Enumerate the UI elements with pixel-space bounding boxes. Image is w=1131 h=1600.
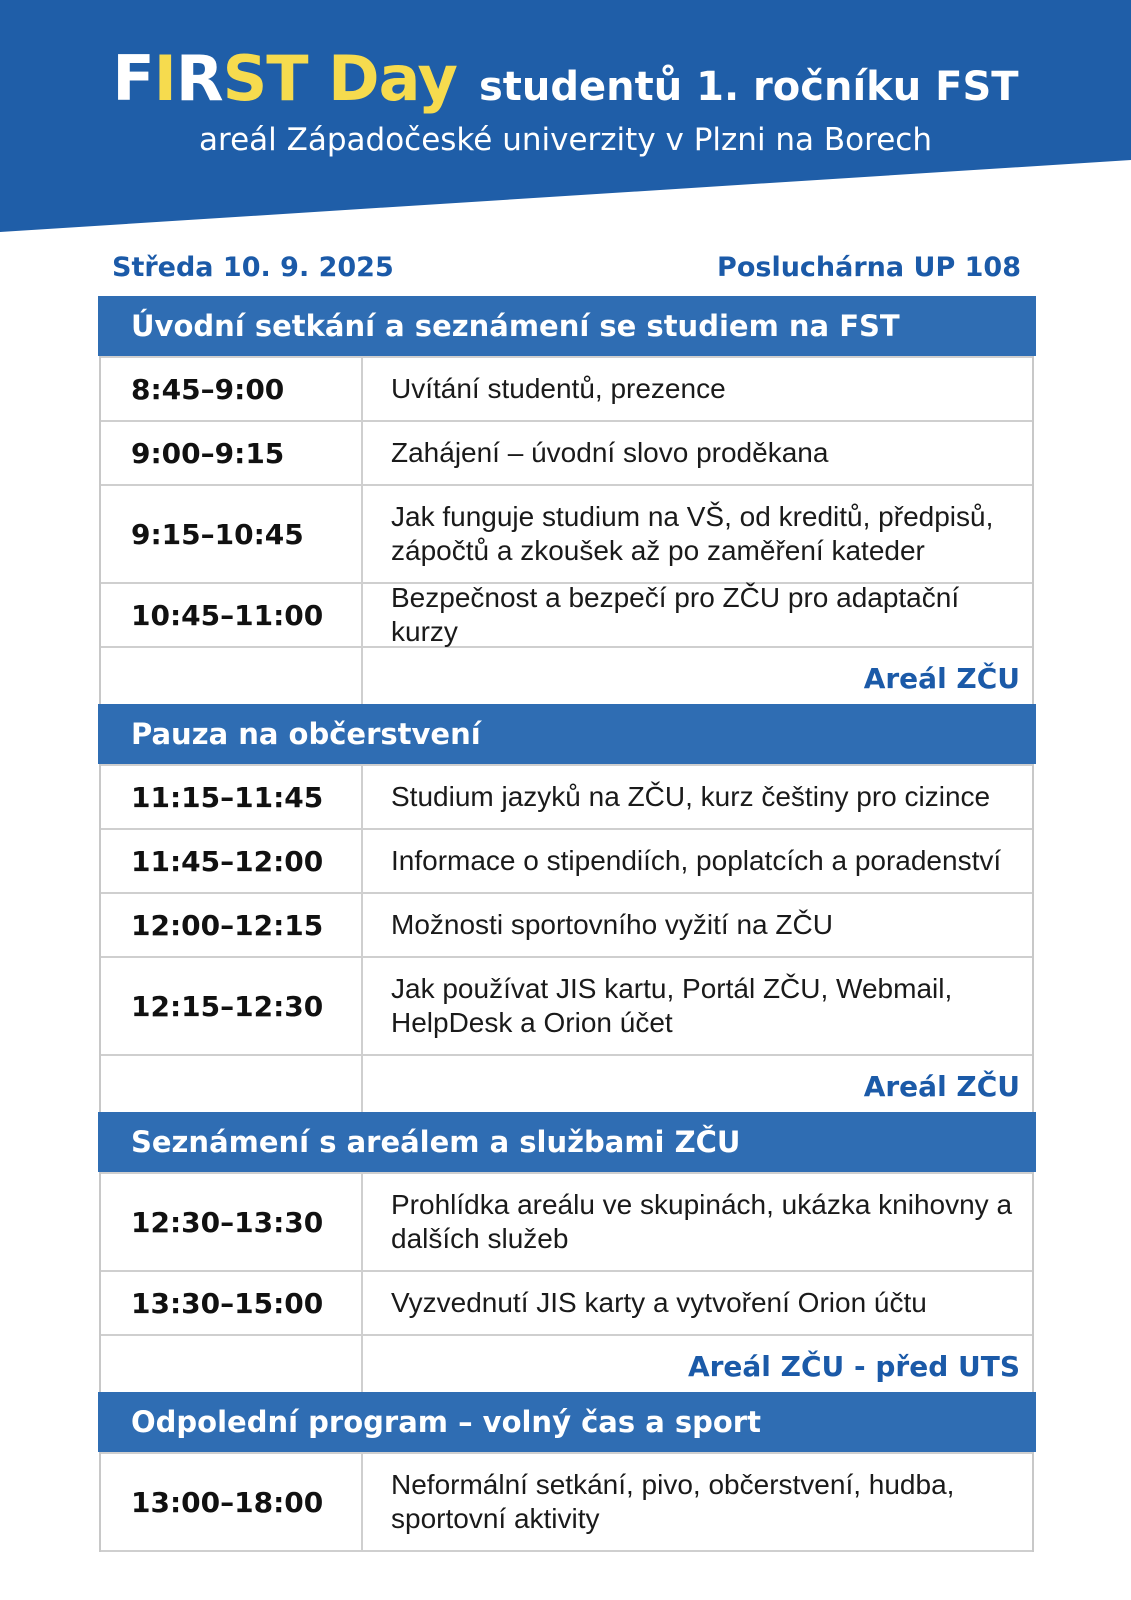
row-description: Neformální setkání, pivo, občerstvení, hudba, sportovní aktivity: [391, 1469, 955, 1534]
location-label: Areál ZČU: [863, 662, 1020, 695]
section-header: Seznámení s areálem a službami ZČU: [98, 1112, 1036, 1172]
table-row: [101, 1172, 1032, 1270]
location-empty-cell: [101, 1056, 363, 1112]
location-label: Areál ZČU: [863, 1070, 1020, 1103]
table-row: [101, 892, 1032, 956]
location-empty-cell: [101, 1336, 363, 1392]
table-row: [101, 1452, 1032, 1552]
row-time: 13:30–15:00: [101, 1272, 363, 1334]
table-row: [101, 828, 1032, 892]
row-description: Jak používat JIS kartu, Portál ZČU, Webmail, HelpDesk a Orion účet: [391, 973, 953, 1038]
location-label: Areál ZČU - před UTS: [687, 1350, 1020, 1383]
title-st-day: ST Day: [222, 42, 457, 115]
row-description: Studium jazyků na ZČU, kurz češtiny pro cizince: [391, 781, 991, 812]
row-time: 11:15–11:45: [101, 766, 363, 828]
table-row: [101, 956, 1032, 1054]
banner-shape: [0, 0, 1131, 232]
location-empty-cell: [101, 648, 363, 704]
row-description: Vyzvednutí JIS karty a vytvoření Orion účtu: [391, 1287, 927, 1318]
table-row: [101, 582, 1032, 646]
event-date: Středa 10. 9. 2025: [112, 252, 394, 283]
title-letter-r: R: [175, 42, 223, 115]
table-row: [101, 764, 1032, 828]
row-description: Zahájení – úvodní slovo proděkana: [391, 437, 829, 468]
row-description: Uvítání studentů, prezence: [391, 373, 726, 404]
location-row: [101, 646, 1032, 704]
title-rest: studentů 1. ročníku FST: [478, 64, 1019, 110]
location-row: [101, 1334, 1032, 1392]
section-header: Úvodní setkání a seznámení se studiem na FST: [98, 296, 1036, 356]
row-time: 9:15–10:45: [101, 486, 363, 582]
section-header: Odpolední program – volný čas a sport: [98, 1392, 1036, 1452]
row-time: 13:00–18:00: [101, 1454, 363, 1550]
row-time: 11:45–12:00: [101, 830, 363, 892]
title-letter-f: F: [112, 42, 154, 115]
title-line: [0, 42, 1131, 115]
row-description: Možnosti sportovního vyžití na ZČU: [391, 909, 833, 940]
title-first-day: [112, 42, 457, 115]
row-description: Bezpečnost a bezpečí pro ZČU pro adaptační kurzy: [391, 582, 960, 647]
row-time: 12:15–12:30: [101, 958, 363, 1054]
row-time: 12:00–12:15: [101, 894, 363, 956]
row-time: 9:00–9:15: [101, 422, 363, 484]
row-time: 12:30–13:30: [101, 1174, 363, 1270]
section-header: Pauza na občerstvení: [98, 704, 1036, 764]
row-description: Informace o stipendiích, poplatcích a poradenství: [391, 845, 1002, 876]
table-row: [101, 356, 1032, 420]
table-row: [101, 420, 1032, 484]
location-row: [101, 1054, 1032, 1112]
banner-background: [0, 0, 1131, 240]
table-row: [101, 484, 1032, 582]
title-letter-i: I: [153, 42, 176, 115]
table-row: [101, 1270, 1032, 1334]
row-time: 10:45–11:00: [101, 584, 363, 646]
row-description: Jak funguje studium na VŠ, od kreditů, předpisů, zápočtů a zkoušek až po zaměření kateder: [391, 501, 994, 566]
event-room: Posluchárna UP 108: [717, 252, 1021, 283]
header-banner: [0, 0, 1131, 240]
subtitle: areál Západočeské univerzity v Plzni na Borech: [199, 122, 932, 158]
row-time: 8:45–9:00: [101, 358, 363, 420]
schedule-table: [99, 296, 1034, 1552]
row-description: Prohlídka areálu ve skupinách, ukázka knihovny a dalších služeb: [391, 1189, 1013, 1254]
